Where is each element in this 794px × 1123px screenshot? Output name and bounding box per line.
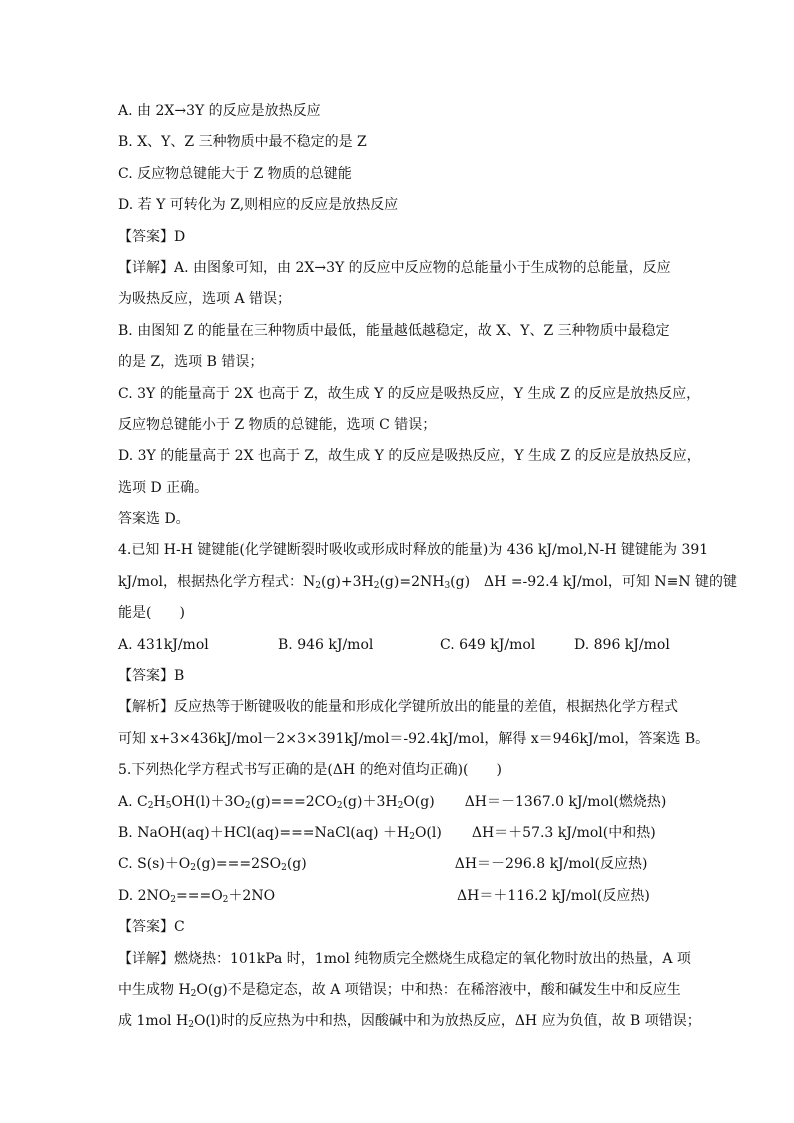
q3-detail-line: C. 3Y 的能量高于 2X 也高于 Z，故生成 Y 的反应是吸热反应，Y 生成 Z 的反应是放热反应， [118, 385, 701, 402]
q3-detail-line: 的是 Z，选项 B 错误； [118, 354, 264, 371]
q4-analysis-line-2: 可知 x+3×436kJ/mol－2×3×391kJ/mol＝-92.4kJ/mol，解得 x＝946kJ/mol，答案选 B。 [118, 730, 710, 747]
q4-options [118, 630, 678, 661]
text-run: kJ/mol，根据热化学方程式：N [118, 573, 316, 590]
text-run: (g)=2NH [379, 573, 445, 590]
text-run: OH(l)＋3O [171, 793, 245, 810]
text-run: B. NaOH(aq)＋HCl(aq)===NaCl(aq) ＋H [118, 824, 410, 841]
text-run: ===O [176, 887, 223, 904]
subscript: 2 [244, 800, 251, 811]
text-run: 成 1mol H [118, 1013, 189, 1030]
q3-answer: 【答案】D [118, 228, 186, 245]
subscript: 2 [281, 863, 287, 874]
subscript: 2 [170, 894, 176, 905]
q5-detail-line-1: 【详解】燃烧热：101kPa 时，1mol 纯物质完全燃烧生成稳定的氧化物时放出的热量，A 项 [118, 950, 691, 967]
q3-detail-line: B. 由图知 Z 的能量在三种物质中最低，能量越低越稳定，故 X、Y、Z 三种物质中最稳定 [118, 322, 670, 339]
q4-option-d: D. 896 kJ/mol [574, 636, 670, 653]
subscript: 2 [315, 580, 321, 591]
subscript: 2 [373, 580, 380, 591]
subscript: 2 [190, 863, 197, 874]
q4-option-a: A. 431kJ/mol [118, 636, 209, 653]
subscript: 2 [397, 800, 404, 811]
text-run: ＋2NO [228, 887, 276, 904]
text-run: (g)＋3H [342, 793, 398, 810]
text-run: O(g)不是稳定态，故 A 项错误；中和热：在稀溶液中，酸和碱发生中和反应生 [196, 981, 681, 998]
q4-answer: 【答案】B [118, 668, 185, 685]
subscript: 2 [336, 800, 343, 811]
delta-h: ΔH＝＋57.3 kJ/mol(中和热) [471, 824, 656, 841]
subscript: 3 [444, 580, 451, 591]
q5-detail-line-3 [118, 1006, 701, 1037]
text-run: O(l) [414, 824, 442, 841]
subscript: 2 [188, 1020, 194, 1031]
q3-option-b: B. X、Y、Z 三种物质中最不稳定的是 Z [118, 134, 367, 151]
text-run: (g)+3H [320, 573, 374, 590]
document-page [118, 96, 738, 1038]
delta-h: ΔH＝－1367.0 kJ/mol(燃烧热) [464, 793, 667, 810]
text-run: 中生成物 H [118, 981, 191, 998]
text-run: C. S(s)＋O [118, 856, 191, 873]
q4-stem-line-3: 能是( ) [118, 605, 185, 622]
q5-option-c [118, 849, 678, 880]
subscript: 2 [190, 988, 197, 999]
q4-analysis-line-1: 【解析】反应热等于断键吸收的能量和形成化学键所放出的能量的差值，根据热化学方程式 [118, 699, 678, 716]
text-run: D. 2NO [118, 887, 171, 904]
text-run: (g) ΔH =-92.4 kJ/mol，可知 N≡N 键的键 [450, 573, 738, 590]
subscript: 2 [409, 831, 415, 842]
delta-h: ΔH＝－296.8 kJ/mol(反应热) [454, 856, 648, 873]
q3-detail-line: D. 3Y 的能量高于 2X 也高于 Z，故生成 Y 的反应是吸热反应，Y 生成 Z 的反应是放热反应， [118, 448, 701, 465]
subscript: 2 [147, 800, 154, 811]
text-run: O(l)时的反应热为中和热，因酸碱中和为放热反应，ΔH 应为负值，故 B 项错误； [193, 1013, 701, 1030]
text-run: O(g) [403, 793, 435, 810]
q4-option-c: C. 649 kJ/mol [440, 636, 536, 653]
q5-detail-line-2 [118, 975, 681, 1006]
subscript: 2 [222, 894, 229, 905]
text-run: (g) [286, 856, 307, 873]
text-run: (g)===2SO [196, 856, 282, 873]
q4-stem-line-1: 4.已知 H-H 键键能(化学键断裂时吸收或形成时释放的能量)为 436 kJ/mol,N-H 键键能为 391 [118, 542, 709, 559]
q3-option-c: C. 反应物总键能大于 Z 物质的总键能 [118, 165, 352, 182]
q5-answer: 【答案】C [118, 919, 185, 936]
q3-option-a: A. 由 2X→3Y 的反应是放热反应 [118, 103, 321, 119]
q5-stem: 5.下列热化学方程式书写正确的是(ΔH 的绝对值均正确)( ) [118, 762, 502, 779]
q3-detail-line: 选项 D 正确。 [118, 479, 209, 496]
subscript: 5 [165, 800, 172, 811]
q3-detail-line: 答案选 D。 [118, 511, 190, 528]
q5-option-a [118, 787, 678, 818]
q3-option-d: D. 若 Y 可转化为 Z,则相应的反应是放热反应 [118, 197, 399, 214]
q5-option-b [118, 818, 678, 849]
text-run: H [153, 793, 166, 810]
delta-h: ΔH＝＋116.2 kJ/mol(反应热) [457, 887, 650, 904]
q3-detail-line: 反应物总键能小于 Z 物质的总键能，选项 C 错误； [118, 416, 437, 433]
q4-stem-line-2 [118, 567, 738, 598]
text-run: A. C [118, 793, 148, 810]
q5-option-d [118, 881, 678, 912]
text-run: (g)===2CO [250, 793, 337, 810]
q4-option-b: B. 946 kJ/mol [278, 636, 374, 653]
q3-detail-line: 为吸热反应，选项 A 错误； [118, 291, 292, 308]
q3-detail-line: 【详解】A. 由图象可知，由 2X→3Y 的反应中反应物的总能量小于生成物的总能量，反应 [118, 259, 671, 276]
